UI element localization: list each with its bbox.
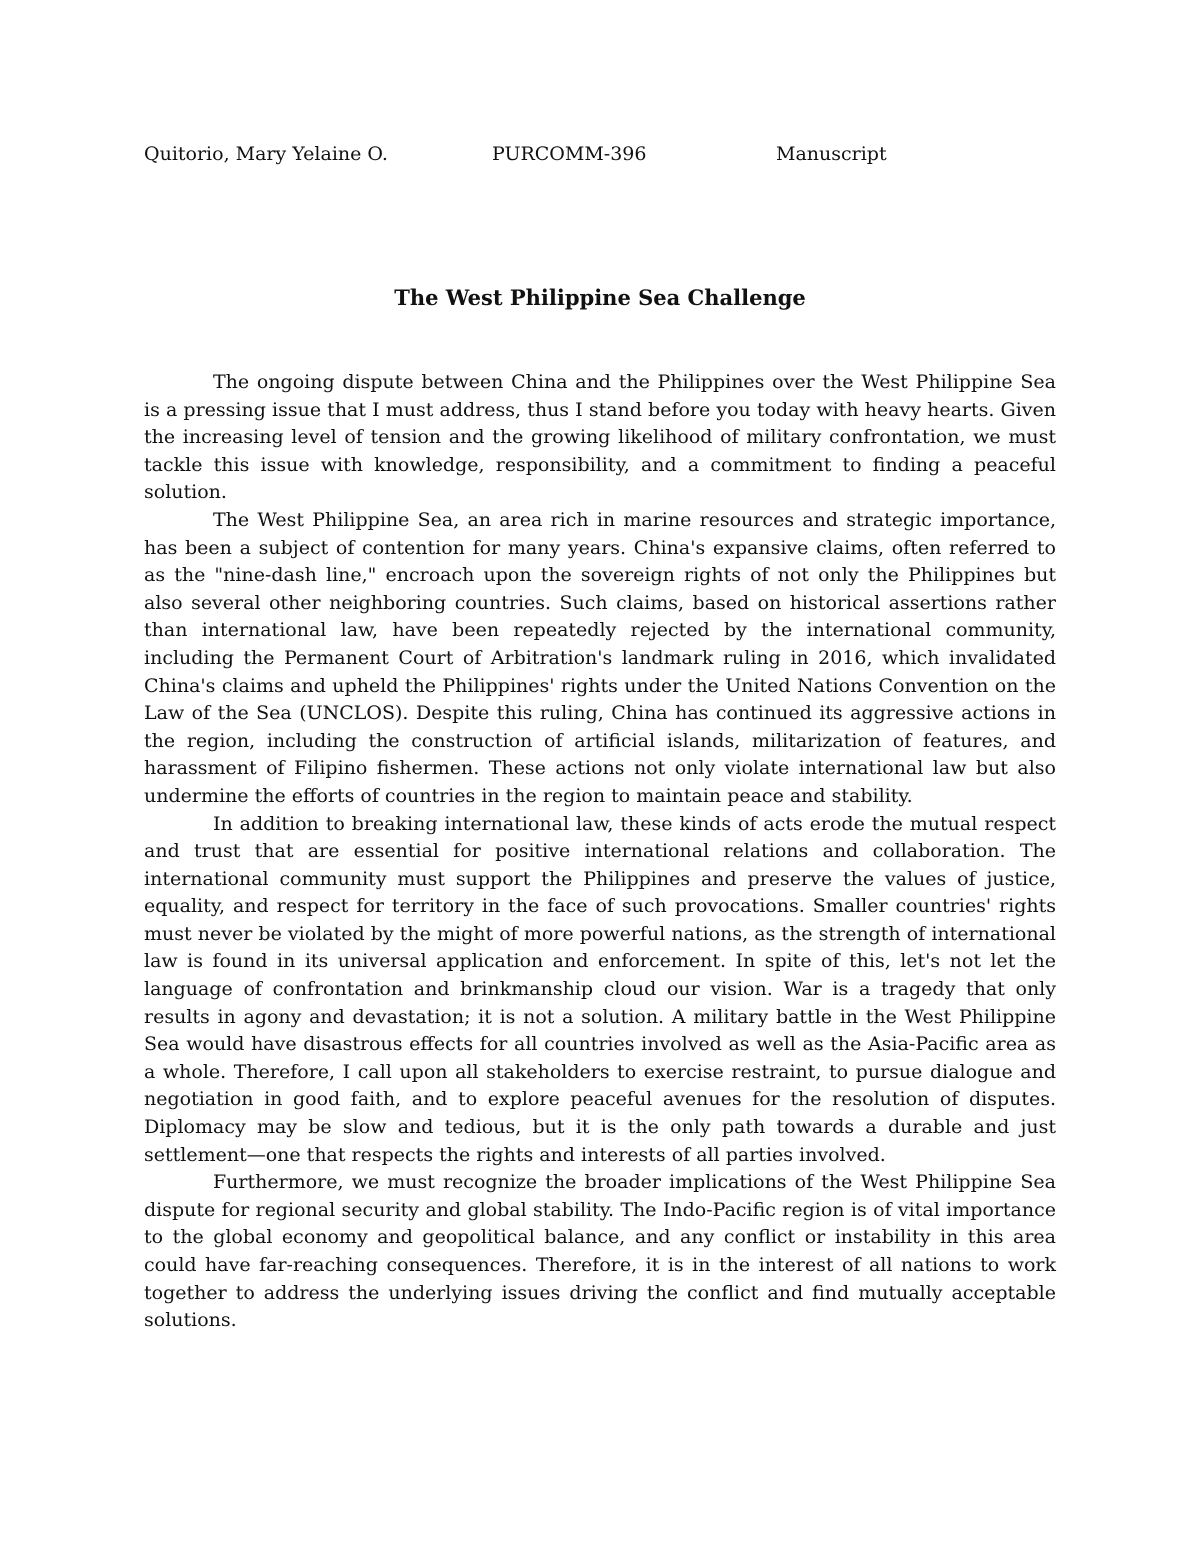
author-name: Quitorio, Mary Yelaine O. xyxy=(144,143,388,165)
body-paragraph: The ongoing dispute between China and the Philippines over the West Philippine Sea is a pressing issue that I must address, thus I stand before you today with heavy hearts. Given the increasing level of tension and the growing likelihood of military confrontation, we must tackle this issue with knowledge, responsibility, and a commitment to finding a peaceful solution. xyxy=(144,371,1056,504)
body-paragraph: In addition to breaking international law, these kinds of acts erode the mutual respect and trust that are essential for positive international relations and collaboration. The international community must support the Philippines and preserve the values of justice, equality, and respect for territory in the face of such provocations. Smaller countries' rights must never be violated by the might of more powerful nations, as the strength of international law is found in its universal application and enforcement. In spite of this, let's not let the language of confrontation and brinkmanship cloud our vision. War is a tragedy that only results in agony and devastation; it is not a solution. A military battle in the West Philippine Sea would have disastrous effects for all countries involved as well as the Asia-Pacific area as a whole. Therefore, I call upon all stakeholders to exercise restraint, to pursue dialogue and negotiation in good faith, and to explore peaceful avenues for the resolution of disputes. Diplomacy may be slow and tedious, but it is the only path towards a durable and just settlement—one that respects the rights and interests of all parties involved. xyxy=(144,812,1056,1166)
document-body xyxy=(144,369,1056,1335)
body-paragraph: Furthermore, we must recognize the broader implications of the West Philippine Sea dispute for regional security and global stability. The Indo-Pacific region is of vital importance to the global economy and geopolitical balance, and any conflict or instability in this area could have far-reaching consequences. Therefore, it is in the interest of all nations to work together to address the underlying issues driving the conflict and find mutually acceptable solutions. xyxy=(144,1171,1056,1332)
document-header xyxy=(0,143,1200,173)
course-code: PURCOMM-396 xyxy=(492,143,647,165)
document-title: The West Philippine Sea Challenge xyxy=(394,285,806,310)
document-type: Manuscript xyxy=(776,143,887,165)
body-paragraph: The West Philippine Sea, an area rich in marine resources and strategic importance, has been a subject of contention for many years. China's expansive claims, often referred to as the "nine-dash line," encroach upon the sovereign rights of not only the Philippines but also several other neighboring countries. Such claims, based on historical assertions rather than international law, have been repeatedly rejected by the international community, including the Permanent Court of Arbitration's landmark ruling in 2016, which invalidated China's claims and upheld the Philippines' rights under the United Nations Convention on the Law of the Sea (UNCLOS). Despite this ruling, China has continued its aggressive actions in the region, including the construction of artificial islands, militarization of features, and harassment of Filipino fishermen. These actions not only violate international law but also undermine the efforts of countries in the region to maintain peace and stability. xyxy=(144,508,1056,807)
